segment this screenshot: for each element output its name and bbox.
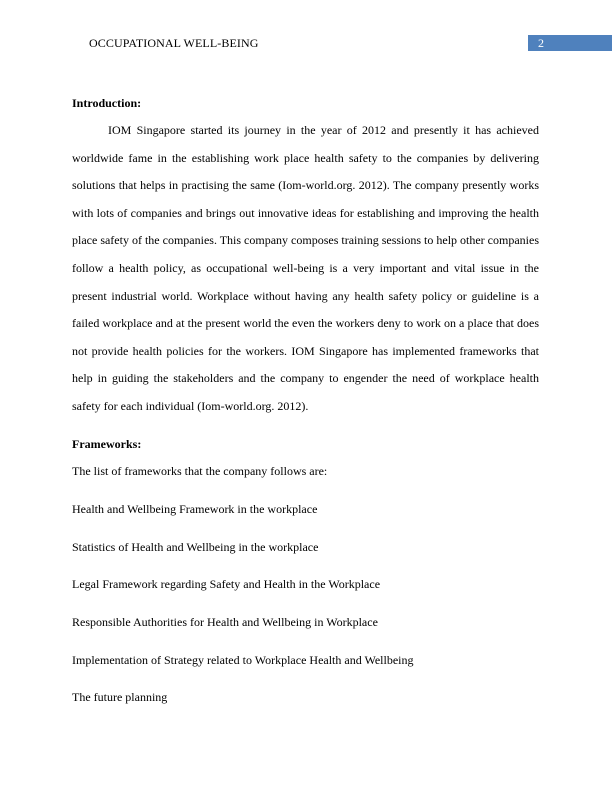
- list-item: The future planning: [72, 690, 168, 704]
- page-number-badge: [528, 35, 612, 51]
- frameworks-intro: The list of frameworks that the company follows are:: [72, 464, 328, 478]
- list-item: Health and Wellbeing Framework in the workplace: [72, 502, 318, 516]
- list-item: Legal Framework regarding Safety and Health in the Workplace: [72, 577, 381, 591]
- introduction-heading: Introduction:: [72, 96, 142, 110]
- list-item: Responsible Authorities for Health and Wellbeing in Workplace: [72, 615, 378, 629]
- frameworks-heading: Frameworks:: [72, 437, 142, 451]
- list-item: Statistics of Health and Wellbeing in the workplace: [72, 540, 319, 554]
- running-head-title: OCCUPATIONAL WELL-BEING: [89, 36, 259, 50]
- list-item: Implementation of Strategy related to Workplace Health and Wellbeing: [72, 653, 414, 667]
- page-number: 2: [538, 36, 544, 50]
- introduction-paragraph: IOM Singapore started its journey in the year of 2012 and presently it has achieved worldwide fame in the establishing work place health safety to the companies by delivering solutions that helps in practising the same (Iom-world.org. 2012). The company presently works with lots of companies and brings out innovative ideas for establishing and improving the health place safety of the companies. This company composes training sessions to help other companies follow a health policy, as occupational well-being is a very important and vital issue in the present industrial world. Workplace without having any health safety policy or guideline is a failed workplace and at the present world the even the workers deny to work on a place that does not provide health policies for the workers. IOM Singapore has implemented frameworks that help in guiding the stakeholders and the company to engender the need of workplace health safety for each individual (Iom-world.org. 2012).: [72, 123, 539, 413]
